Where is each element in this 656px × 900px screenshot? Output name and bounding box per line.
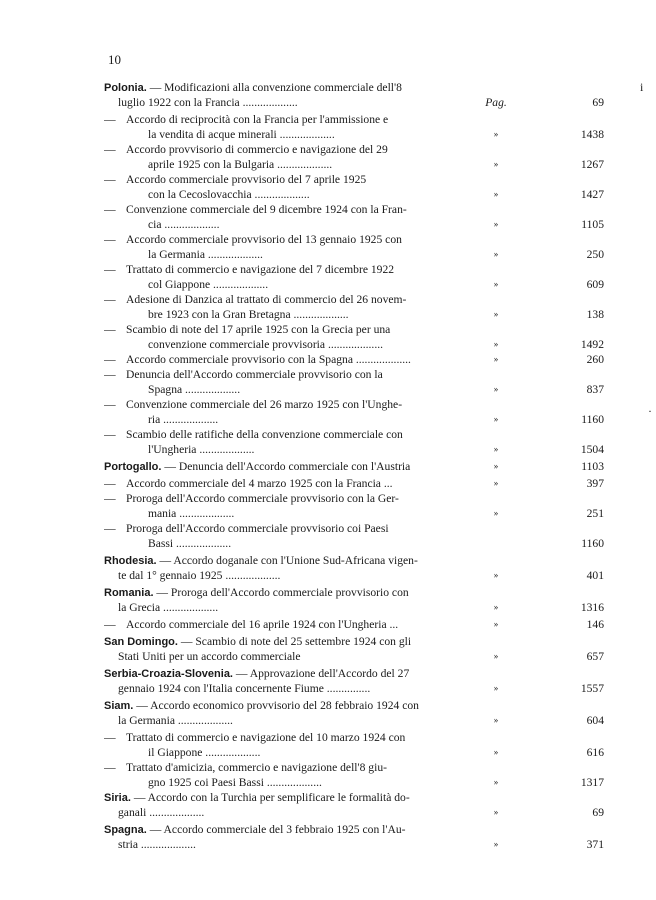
entry-line xyxy=(104,459,604,474)
entry-text: — Proroga dell'Accordo commerciale provvisorio con xyxy=(156,586,409,599)
index-entry xyxy=(104,142,604,172)
page-mark: » xyxy=(493,508,499,518)
entry-text: — Scambio di note del 25 settembre 1924 con gli xyxy=(180,635,412,648)
page-ref: 1316 xyxy=(580,601,604,614)
page-mark: » xyxy=(493,715,499,725)
page-mark: » xyxy=(493,249,499,259)
index-entry xyxy=(104,698,604,730)
index-entry xyxy=(104,459,604,476)
entry-text: — Modificazioni alla convenzione commerciale dell'8 xyxy=(149,81,402,94)
entry-dash: — xyxy=(104,173,116,186)
entry-text: convenzione commerciale provvisoria ................... xyxy=(148,338,384,351)
entry-line xyxy=(104,127,604,142)
entry-line xyxy=(104,262,584,277)
entry-line xyxy=(104,142,584,157)
entry-line xyxy=(104,536,604,551)
entry-line xyxy=(104,367,584,382)
entry-text: gno 1925 coi Paesi Bassi ................... xyxy=(148,776,322,789)
country-name: Rhodesia. xyxy=(104,555,157,567)
entry-line xyxy=(104,760,584,775)
entry-line xyxy=(104,337,604,352)
entry-text: — Accordo commerciale del 3 febbraio 1925 con l'Au- xyxy=(149,823,406,836)
page-ref: 371 xyxy=(586,838,604,851)
entry-line xyxy=(104,232,584,247)
entry-dash: — xyxy=(104,761,116,774)
page-mark: » xyxy=(493,807,499,817)
index-entry xyxy=(104,232,604,262)
entry-dash: — xyxy=(104,293,116,306)
entry-line xyxy=(104,681,604,696)
entry-text: l'Ungheria ................... xyxy=(148,443,255,456)
country-name: Serbia-Croazia-Slovenia. xyxy=(104,668,233,680)
page-ref: 1557 xyxy=(580,682,604,695)
index-entry xyxy=(104,760,604,790)
edge-mark-top: i xyxy=(640,80,644,94)
entry-text: Stati Uniti per un accordo commerciale xyxy=(118,650,301,663)
entry-line xyxy=(104,80,584,95)
index-entry xyxy=(104,427,604,459)
index-entry xyxy=(104,112,604,142)
entry-line xyxy=(104,292,584,307)
page-mark: » xyxy=(493,777,499,787)
entry-text: Accordo commerciale provvisorio del 13 gennaio 1925 con xyxy=(126,233,402,246)
entry-line xyxy=(104,382,604,397)
entry-text: Adesione di Danzica al trattato di commercio del 26 novem- xyxy=(126,293,407,306)
page-mark: » xyxy=(493,129,499,139)
entry-line xyxy=(104,442,604,457)
entry-text: aprile 1925 con la Bulgaria ................... xyxy=(148,158,333,171)
page-mark: » xyxy=(493,602,499,612)
entry-line xyxy=(104,427,584,442)
entry-line xyxy=(104,476,604,491)
entry-dash: — xyxy=(104,353,116,366)
entry-text: Trattato d'amicizia, commercio e navigazione dell'8 giu- xyxy=(126,761,387,774)
page-ref: 837 xyxy=(586,383,604,396)
index-entry xyxy=(104,585,604,617)
entry-line xyxy=(104,322,584,337)
entry-dash: — xyxy=(104,203,116,216)
index-list xyxy=(104,80,604,854)
index-entry xyxy=(104,634,604,666)
country-name: Portogallo. xyxy=(104,461,162,473)
entry-line xyxy=(104,666,584,681)
page-mark: » xyxy=(493,414,499,424)
page-ref: 1317 xyxy=(580,776,604,789)
index-entry xyxy=(104,476,604,491)
page-ref: 1504 xyxy=(580,443,604,456)
edge-mark-right: · xyxy=(648,404,652,418)
entry-text: cia ................... xyxy=(148,218,220,231)
index-entry xyxy=(104,262,604,292)
country-name: Siam. xyxy=(104,700,134,712)
page-ref: 260 xyxy=(586,353,604,366)
entry-line xyxy=(104,822,584,837)
page-ref: 1105 xyxy=(581,218,604,231)
entry-line xyxy=(104,202,584,217)
entry-text: gennaio 1924 con l'Italia concernente Fiume ............... xyxy=(118,682,371,695)
page-ref: 1438 xyxy=(580,128,604,141)
page-mark: » xyxy=(493,747,499,757)
entry-text: Scambio di note del 17 aprile 1925 con la Grecia per una xyxy=(126,323,391,336)
entry-text: Convenzione commerciale del 26 marzo 1925 con l'Unghe- xyxy=(126,398,403,411)
entry-line xyxy=(104,277,604,292)
index-entry xyxy=(104,172,604,202)
entry-line xyxy=(104,397,584,412)
entry-line xyxy=(104,506,604,521)
entry-dash: — xyxy=(104,368,116,381)
page-mark: » xyxy=(493,354,499,364)
entry-text: Proroga dell'Accordo commerciale provvisorio coi Paesi xyxy=(126,522,389,535)
index-entry xyxy=(104,521,604,553)
index-entry xyxy=(104,80,604,112)
entry-text: mania ................... xyxy=(148,507,235,520)
page-ref: 1427 xyxy=(580,188,604,201)
entry-text: — Accordo doganale con l'Unione Sud-Africana vigen- xyxy=(159,554,418,567)
country-name: Spagna. xyxy=(104,824,147,836)
entry-line xyxy=(104,805,604,820)
page-ref: 250 xyxy=(586,248,604,261)
page-ref: 616 xyxy=(586,746,604,759)
page-mark: » xyxy=(493,683,499,693)
entry-line xyxy=(104,790,584,805)
page-ref: 146 xyxy=(586,618,604,631)
entry-dash: — xyxy=(104,477,116,490)
entry-text: Trattato di commercio e navigazione del 10 marzo 1924 con xyxy=(126,731,406,744)
page-mark: Pag. xyxy=(485,96,507,109)
country-name: Polonia. xyxy=(104,82,147,94)
entry-text: stria ................... xyxy=(118,838,196,851)
entry-line xyxy=(104,585,584,600)
index-entry xyxy=(104,617,604,634)
entry-dash: — xyxy=(104,522,116,535)
index-entry xyxy=(104,367,604,397)
entry-line xyxy=(104,217,604,232)
entry-line xyxy=(104,521,584,536)
entry-text: Accordo commerciale provvisorio del 7 aprile 1925 xyxy=(126,173,367,186)
page-ref: 657 xyxy=(586,650,604,663)
entry-line xyxy=(104,352,604,367)
entry-line xyxy=(104,412,604,427)
country-name: Siria. xyxy=(104,792,131,804)
entry-dash: — xyxy=(104,143,116,156)
page-mark: » xyxy=(493,219,499,229)
entry-text: Accordo commerciale del 4 marzo 1925 con la Francia ... xyxy=(126,477,393,490)
entry-dash: — xyxy=(104,618,116,631)
page-mark: » xyxy=(493,570,499,580)
page-mark: » xyxy=(493,444,499,454)
entry-text: ria ................... xyxy=(148,413,219,426)
entry-line xyxy=(104,568,604,583)
page-ref: 1160 xyxy=(581,537,604,550)
index-entry xyxy=(104,666,604,698)
entry-line xyxy=(104,617,604,632)
entry-dash: — xyxy=(104,113,116,126)
entry-text: Trattato di commercio e navigazione del 7 dicembre 1922 xyxy=(126,263,395,276)
page-mark: » xyxy=(493,189,499,199)
page-mark: » xyxy=(493,461,499,471)
entry-text: Proroga dell'Accordo commerciale provvisorio con la Ger- xyxy=(126,492,399,505)
entry-line xyxy=(104,698,584,713)
page-mark: » xyxy=(493,159,499,169)
page-ref: 1160 xyxy=(581,413,604,426)
entry-text: il Giappone ................... xyxy=(148,746,261,759)
entry-text: la vendita di acque minerali ................... xyxy=(148,128,335,141)
index-entry xyxy=(104,491,604,521)
page-mark: » xyxy=(493,339,499,349)
entry-dash: — xyxy=(104,233,116,246)
page-ref: 609 xyxy=(586,278,604,291)
entry-line xyxy=(104,95,604,110)
index-entry xyxy=(104,202,604,232)
entry-text: con la Cecoslovacchia ................... xyxy=(148,188,310,201)
entry-line xyxy=(104,172,584,187)
entry-text: — Approvazione dell'Accordo del 27 xyxy=(235,667,410,680)
entry-line xyxy=(104,775,604,790)
entry-dash: — xyxy=(104,428,116,441)
page-ref: 604 xyxy=(586,714,604,727)
index-entry xyxy=(104,790,604,822)
page-ref: 401 xyxy=(586,569,604,582)
entry-line xyxy=(104,745,604,760)
index-entry xyxy=(104,322,604,352)
entry-dash: — xyxy=(104,731,116,744)
entry-text: bre 1923 con la Gran Bretagna ................... xyxy=(148,308,349,321)
entry-text: Convenzione commerciale del 9 dicembre 1924 con la Fran- xyxy=(126,203,407,216)
page-ref: 69 xyxy=(592,806,604,819)
entry-dash: — xyxy=(104,492,116,505)
entry-text: Accordo provvisorio di commercio e navigazione del 29 xyxy=(126,143,388,156)
entry-text: Scambio delle ratifiche della convenzione commerciale con xyxy=(126,428,403,441)
entry-line xyxy=(104,307,604,322)
entry-text: Accordo di reciprocità con la Francia per l'ammissione e xyxy=(126,113,389,126)
entry-line xyxy=(104,157,604,172)
entry-text: luglio 1922 con la Francia ................... xyxy=(118,96,298,109)
page-mark: » xyxy=(493,279,499,289)
entry-text: la Germania ................... xyxy=(148,248,263,261)
entry-text: Accordo commerciale del 16 aprile 1924 con l'Ungheria ... xyxy=(126,618,399,631)
index-entry xyxy=(104,553,604,585)
entry-text: — Denuncia dell'Accordo commerciale con l'Austria xyxy=(164,460,411,473)
entry-dash: — xyxy=(104,263,116,276)
page-mark: » xyxy=(493,839,499,849)
page-ref: 138 xyxy=(586,308,604,321)
entry-line xyxy=(104,491,584,506)
entry-line xyxy=(104,649,604,664)
entry-text: Spagna ................... xyxy=(148,383,241,396)
index-entry xyxy=(104,822,604,854)
entry-text: col Giappone ................... xyxy=(148,278,269,291)
page-ref: 69 xyxy=(592,96,604,109)
entry-text: la Germania ................... xyxy=(118,714,233,727)
entry-line xyxy=(104,553,584,568)
entry-line xyxy=(104,247,604,262)
entry-line xyxy=(104,634,584,649)
page-ref: 397 xyxy=(586,477,604,490)
entry-text: ganali ................... xyxy=(118,806,205,819)
index-entry xyxy=(104,352,604,367)
entry-line xyxy=(104,837,604,852)
page-mark: » xyxy=(493,478,499,488)
entry-line xyxy=(104,600,604,615)
entry-text: la Grecia ................... xyxy=(118,601,219,614)
page-ref: 251 xyxy=(586,507,604,520)
entry-text: Accordo commerciale provvisorio con la Spagna ................... xyxy=(126,353,411,366)
entry-line xyxy=(104,112,584,127)
page-mark: » xyxy=(493,384,499,394)
page-mark: » xyxy=(493,651,499,661)
entry-dash: — xyxy=(104,398,116,411)
page-ref: 1103 xyxy=(581,460,604,473)
entry-line xyxy=(104,187,604,202)
entry-dash: — xyxy=(104,323,116,336)
index-entry xyxy=(104,397,604,427)
country-name: San Domingo. xyxy=(104,636,178,648)
entry-text: Denuncia dell'Accordo commerciale provvisorio con la xyxy=(126,368,383,381)
index-entry xyxy=(104,730,604,760)
entry-line xyxy=(104,730,584,745)
page-mark: » xyxy=(493,309,499,319)
entry-text: — Accordo con la Turchia per semplificare le formalità do- xyxy=(133,791,410,804)
entry-text: Bassi ................... xyxy=(148,537,232,550)
index-entry xyxy=(104,292,604,322)
page-ref: 1492 xyxy=(580,338,604,351)
page-number: 10 xyxy=(108,52,121,67)
entry-text: — Accordo economico provvisorio del 28 febbraio 1924 con xyxy=(136,699,419,712)
country-name: Romania. xyxy=(104,587,154,599)
page-mark: » xyxy=(493,619,499,629)
entry-text: te dal 1° gennaio 1925 ................... xyxy=(118,569,281,582)
entry-line xyxy=(104,713,604,728)
page-ref: 1267 xyxy=(580,158,604,171)
